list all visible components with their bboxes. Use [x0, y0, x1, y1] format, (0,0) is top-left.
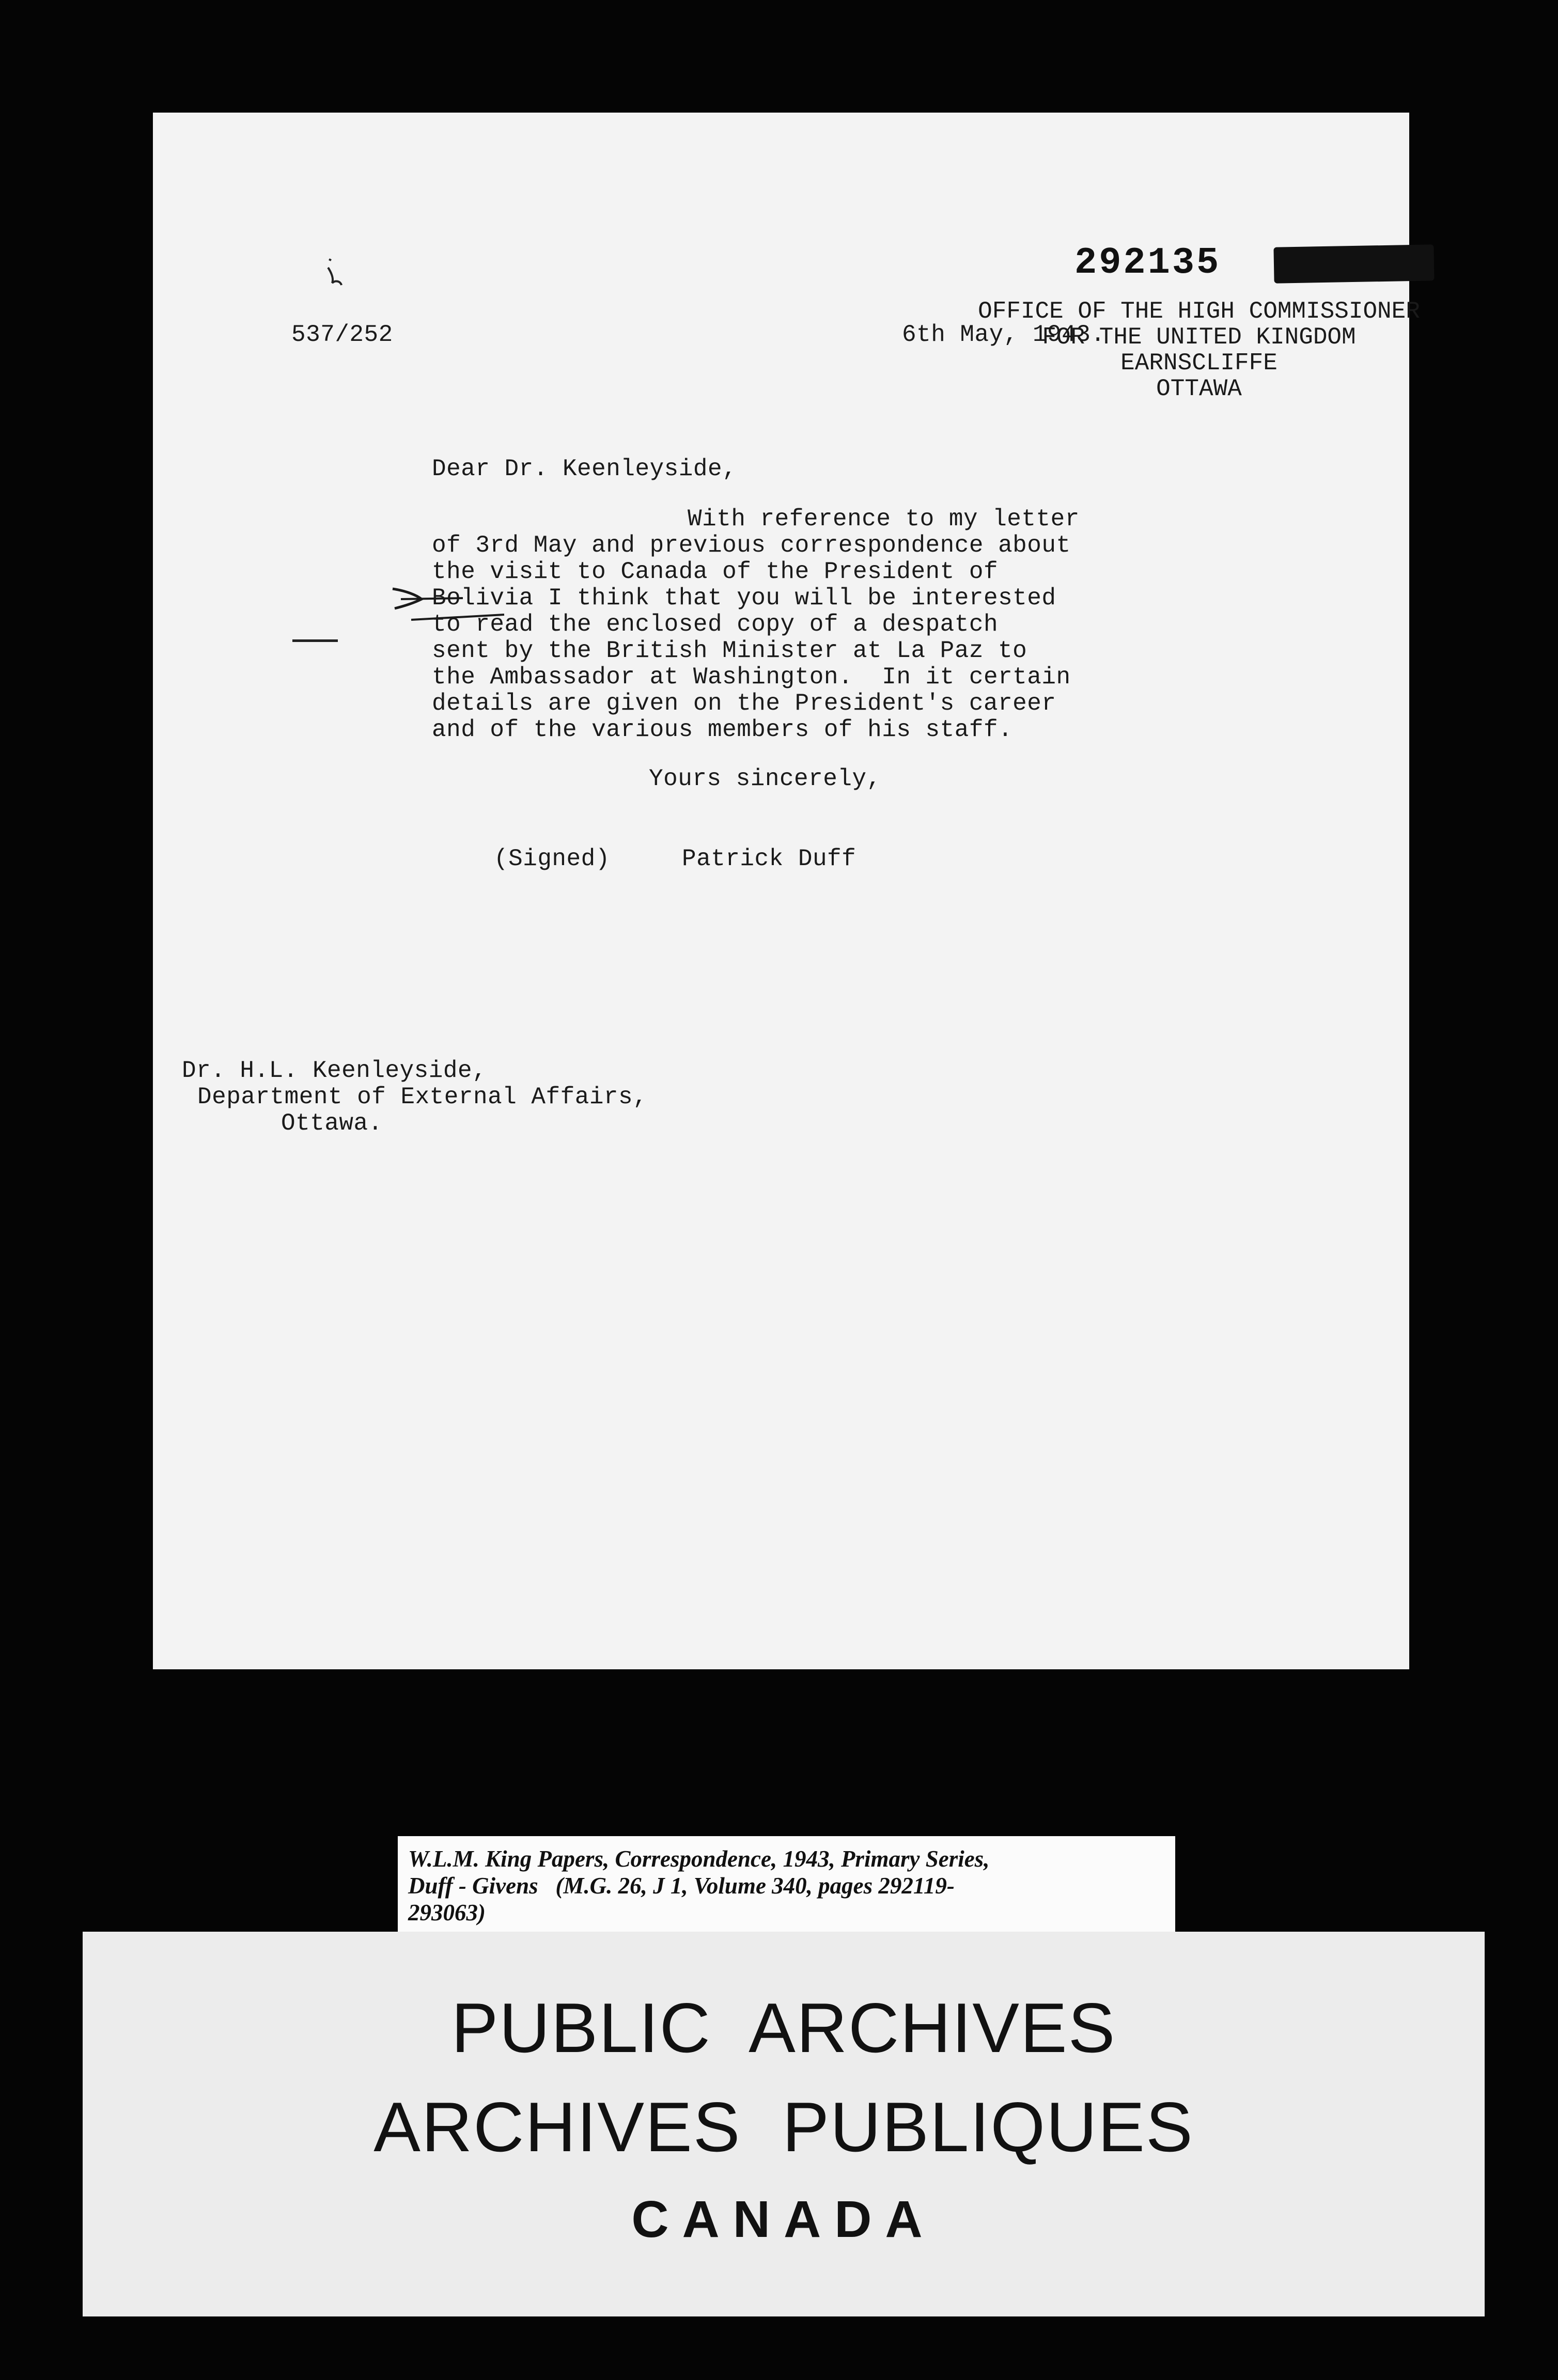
- body-line: details are given on the President's career: [432, 690, 1056, 717]
- body-line: With reference to my letter: [688, 506, 1080, 533]
- archive-label: [83, 1932, 1485, 2316]
- letterhead-line: OFFICE OF THE HIGH COMMISSIONER: [978, 298, 1420, 325]
- body-line: and of the various members of his staff.: [432, 716, 1013, 743]
- citation-line: W.L.M. King Papers, Correspondence, 1943, Primary Series,: [408, 1846, 990, 1872]
- archive-label-country: CANADA: [631, 2190, 936, 2248]
- closing: Yours sincerely,: [649, 765, 881, 792]
- citation-line: Duff - Givens (M.G. 26, J 1, Volume 340, pages 292119-: [408, 1873, 955, 1899]
- letter-page: [153, 113, 1420, 1669]
- signatory: Patrick Duff: [682, 845, 856, 872]
- body-line: the Ambassador at Washington. In it certain: [432, 664, 1071, 691]
- archive-label-french: ARCHIVES PUBLIQUES: [373, 2088, 1194, 2166]
- citation-slip: [398, 1836, 1175, 1934]
- body-line: Bolivia I think that you will be interested: [432, 585, 1056, 612]
- redaction-mark: [1273, 244, 1434, 283]
- addressee-line: Department of External Affairs,: [197, 1084, 648, 1110]
- letterhead: [938, 299, 1460, 402]
- body-line: of 3rd May and previous correspondence about: [432, 532, 1071, 559]
- letterhead-line: EARNSCLIFFE: [1120, 350, 1277, 377]
- letterhead-line: FOR THE UNITED KINGDOM: [1042, 324, 1356, 351]
- margin-dash-mark: [292, 639, 338, 642]
- reference-number: 537/252: [291, 321, 393, 348]
- archive-label-english: PUBLIC ARCHIVES: [451, 1988, 1116, 2067]
- addressee-line: Dr. H.L. Keenleyside,: [182, 1057, 487, 1084]
- addressee-line: Ottawa.: [281, 1110, 383, 1137]
- body-line: the visit to Canada of the President of: [432, 558, 999, 585]
- ink-mark-icon: [326, 257, 347, 288]
- body-line: to read the enclosed copy of a despatch: [432, 611, 999, 638]
- letterhead-line: OTTAWA: [1156, 375, 1242, 402]
- citation-line: 293063): [408, 1900, 486, 1925]
- letter-date: 6th May, 1943.: [902, 321, 1105, 348]
- salutation: Dear Dr. Keenleyside,: [432, 456, 737, 482]
- document-number: 292135: [1074, 242, 1221, 284]
- handwritten-arrow-icon: [391, 584, 546, 625]
- signed-label: (Signed): [494, 845, 610, 872]
- body-line: sent by the British Minister at La Paz to: [432, 637, 1027, 664]
